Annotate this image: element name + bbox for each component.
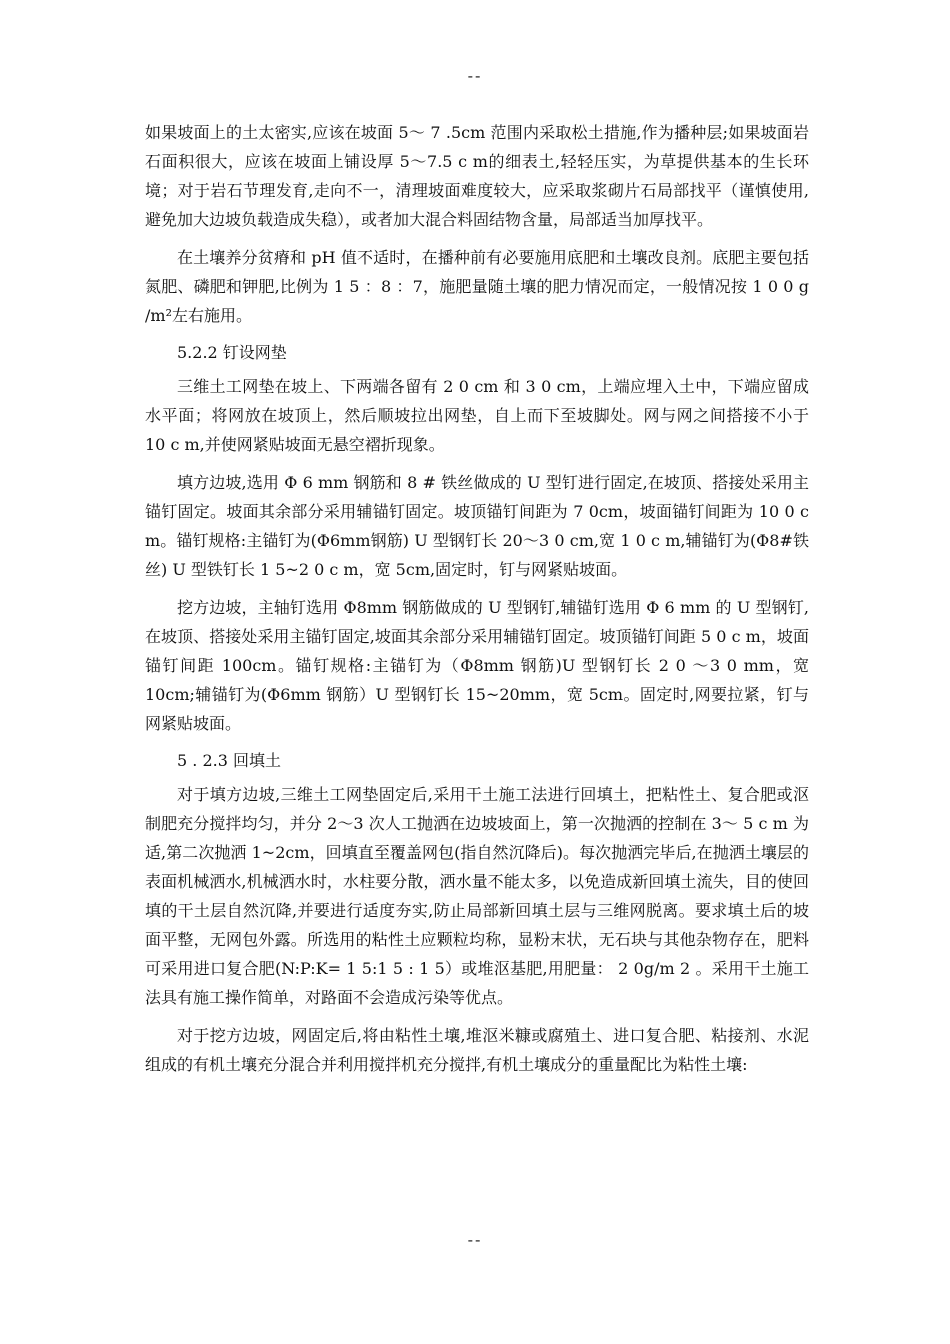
- paragraph-cut-slope-backfill: 对于挖方边坡，网固定后,将由粘性土壤,堆沤米糠或腐殖土、进口复合肥、粘接剂、水泥组成的有机土壤充分混合并利用搅拌机充分搅拌,有机土壤成分的重量配比为粘性土壤:: [145, 1026, 809, 1074]
- section-heading-nail-mat: 5.2.2 钉设网垫: [177, 343, 287, 362]
- paragraph-loosen-soil: 如果坡面上的土太密实,应该在坡面 5～ 7 .5cm 范围内采取松土措施,作为播种层;如果坡面岩石面积很大，应该在坡面上铺设厚 5～7.5 c m的细表土,轻轻压实，为草提供基本的生长环境；对于岩石节理发育,走向不一，清理坡面难度较大，应采取浆砌片石局部找平（谨慎使用,避免加大边坡负载造成失稳），或者加大混合料固结物含量，局部适当加厚找平。: [145, 123, 809, 229]
- paragraph-fill-slope-anchors: 填方边坡,选用 Φ 6 mm 钢筋和 8 # 铁丝做成的 U 型钉进行固定,在坡顶、搭接处采用主锚钉固定。坡面其余部分采用辅锚钉固定。坡顶锚钉间距为 7 0cm，坡面锚钉间距为 10 0 c m。锚钉规格:主锚钉为(Φ6mm钢筋) U 型钢钉长 20～3 0 cm,宽 1 0 c m,辅锚钉为(Φ8#铁丝) U 型铁钉长 1 5~2 0 c m，宽 5cm,固定时，钉与网紧贴坡面。: [145, 473, 809, 579]
- paragraph-cut-slope-anchors: 挖方边坡，主轴钉选用 Φ8mm 钢筋做成的 U 型钢钉,辅锚钉选用 Φ 6 mm 的 U 型钢钉,在坡顶、搭接处采用主锚钉固定,坡面其余部分采用辅锚钉固定。坡顶锚钉间距 5 0 c m，坡面锚钉间距 100cm。锚钉规格:主锚钉为（Φ8mm 钢筋)U 型钢钉长 2 0 ～3 0 mm，宽 10cm;辅锚钉为(Φ6mm 钢筋）U 型钢钉长 15~20mm，宽 5cm。固定时,网要拉紧，钉与网紧贴坡面。: [145, 598, 809, 733]
- section-heading-backfill: 5 . 2.3 回填土: [177, 751, 281, 770]
- page-header-mark: --: [467, 66, 483, 85]
- document-body: [145, 118, 809, 1088]
- paragraph-fill-slope-backfill: 对于填方边坡,三维土工网垫固定后,采用干土施工法进行回填土，把粘性土、复合肥或沤制肥充分搅拌均匀，并分 2～3 次人工抛洒在边坡坡面上，第一次抛洒的控制在 3～ 5 c m 为适,第二次抛洒 1~2cm，回填直至覆盖网包(指自然沉降后)。每次抛洒完毕后,在抛洒土壤层的表面机械洒水,机械洒水时，水柱要分散，洒水量不能太多，以免造成新回填土流失，目的使回填的干土层自然沉降,并要进行适度夯实,防止局部新回填土层与三维网脱离。要求填土后的坡面平整，无网包外露。所选用的粘性土应颗粒均称，显粉末状，无石块与其他杂物存在，肥料可采用进口复合肥(N:P:K= 1 5:1 5 : 1 5）或堆沤基肥,用肥量： 2 0g/m 2 。采用干土施工法具有施工操作简单，对路面不会造成污染等优点。: [145, 785, 809, 1007]
- paragraph-geomat-layout: 三维土工网垫在坡上、下两端各留有 2 0 cm 和 3 0 cm，上端应埋入土中，下端应留成水平面；将网放在坡顶上，然后顺坡拉出网垫，自上而下至坡脚处。网与网之间搭接不小于 10 c m,并使网紧贴坡面无悬空褶折现象。: [145, 377, 809, 454]
- page-footer-mark: --: [467, 1230, 483, 1249]
- paragraph-base-fertilizer: 在土壤养分贫瘠和 pH 值不适时，在播种前有必要施用底肥和土壤改良剂。底肥主要包括氮肥、磷肥和钾肥,比例为 1 5 ：8 ：7，施肥量随土壤的肥力情况而定，一般情况按 1 0 0 g /m²左右施用。: [145, 248, 809, 325]
